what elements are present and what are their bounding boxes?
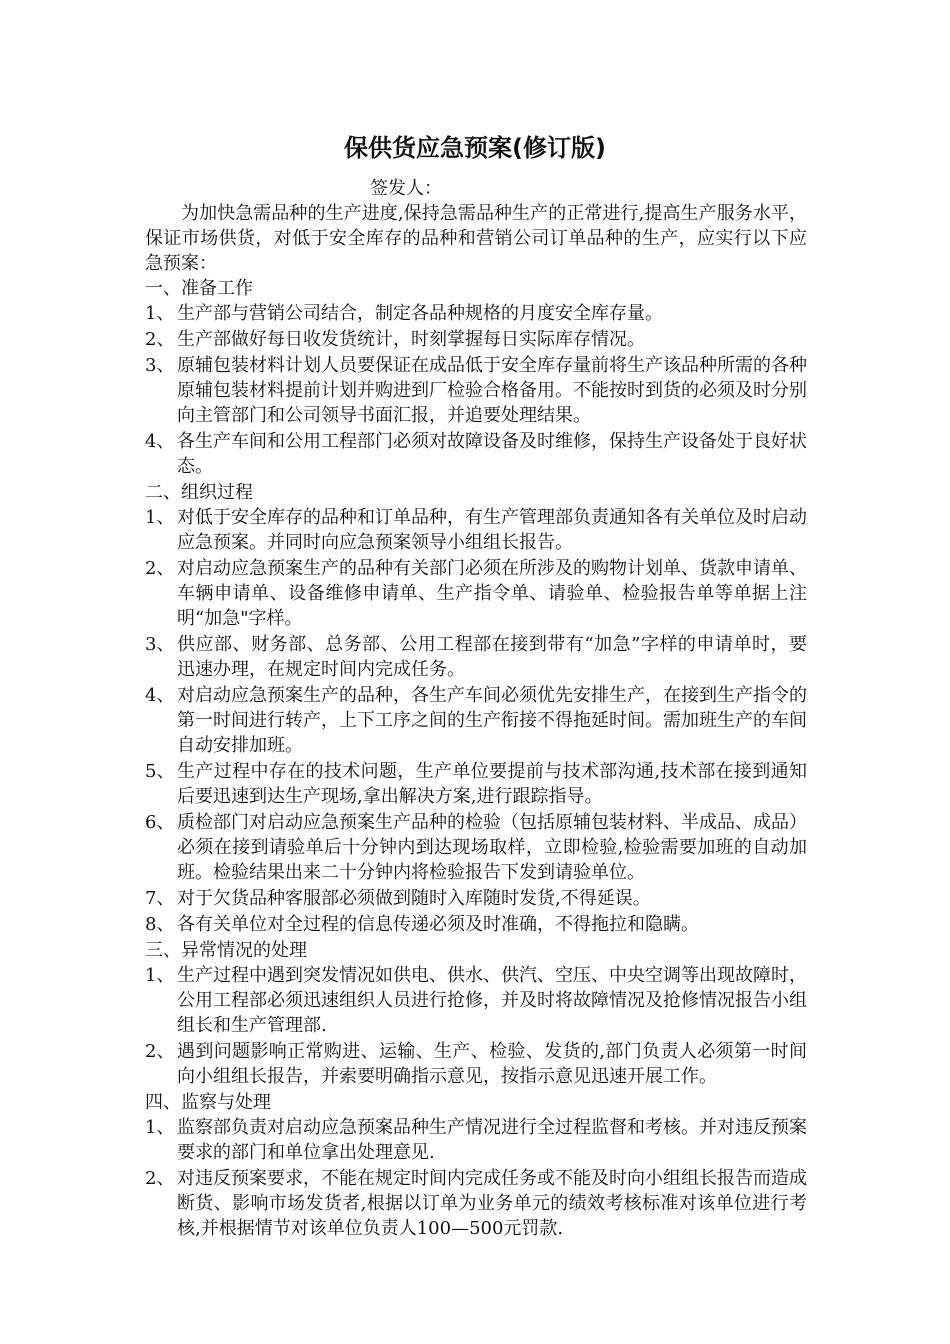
list-item (145, 759, 807, 809)
item-number: 7、 (145, 888, 175, 909)
item-number: 2、 (145, 558, 175, 579)
item-text: 对于欠货品种客服部必须做到随时入库随时发货,不得延误。 (177, 888, 651, 909)
item-number: 2、 (145, 1041, 175, 1062)
item-text: 对启动应急预案生产的品种有关部门必须在所涉及的购物计划单、货款申请单、车辆申请单、设备维修申请单、生产指令单、请验单、检验报告单等单据上注明“加急"字样。 (177, 558, 807, 629)
list-item (145, 683, 807, 758)
intro-paragraph: 为加快急需品种的生产进度,保持急需品种生产的正常进行,提高生产服务水平，保证市场供货，对低于安全库存的品种和营销公司订单品种的生产，应实行以下应急预案： (145, 203, 807, 274)
list-item (145, 912, 807, 937)
document-title: 保供货应急预案(修订版) (344, 134, 606, 162)
item-text: 对启动应急预案生产的品种，各生产车间必须优先安排生产，在接到生产指令的第一时间进行转产，上下工序之间的生产衔接不得拖延时间。需加班生产的车间自动安排加班。 (177, 685, 807, 756)
item-number: 1、 (145, 1117, 175, 1138)
item-text: 原辅包装材料计划人员要保证在成品低于安全库存量前将生产该品种所需的各种原辅包装材料提前计划并购进到厂检验合格备用。不能按时到货的必须及时分别向主管部门和公司领导书面汇报，并追要处理结果。 (177, 355, 807, 426)
section-heading: 三、异常情况的处理 (145, 940, 307, 961)
item-text: 各生产车间和公用工程部门必须对故障设备及时维修，保持生产设备处于良好状态。 (177, 431, 807, 477)
item-text: 对违反预案要求，不能在规定时间内完成任务或不能及时向小组组长报告而造成断货、影响市场发货者,根据以订单为业务单元的绩效考核标准对该单位进行考核,并根据情节对该单位负责人100—500元罚款. (177, 1168, 807, 1239)
list-item (145, 810, 807, 885)
section-heading: 四、监察与处理 (145, 1092, 271, 1113)
item-number: 5、 (145, 761, 175, 782)
list-item (145, 1115, 807, 1165)
list-item (145, 429, 807, 479)
item-number: 4、 (145, 685, 175, 706)
item-number: 1、 (145, 507, 175, 528)
section (145, 1090, 807, 1241)
list-item (145, 505, 807, 555)
section-heading: 二、组织过程 (145, 482, 253, 503)
item-number: 6、 (145, 812, 175, 833)
section (145, 480, 807, 937)
item-text: 供应部、财务部、总务部、公用工程部在接到带有“加急”字样的申请单时，要迅速办理，在规定时间内完成任务。 (177, 634, 807, 680)
item-number: 1、 (145, 303, 175, 324)
item-text: 对低于安全库存的品种和订单品种，有生产管理部负责通知各有关单位及时启动应急预案。并同时向应急预案领导小组组长报告。 (177, 507, 807, 553)
list-item (145, 353, 807, 428)
item-text: 监察部负责对启动应急预案品种生产情况进行全过程监督和考核。并对违反预案要求的部门和单位拿出处理意见. (177, 1117, 807, 1163)
document-body (145, 201, 807, 1242)
item-number: 1、 (145, 965, 175, 986)
signer-label: 签发人： (370, 178, 442, 199)
list-item (145, 556, 807, 631)
list-item (145, 632, 807, 682)
item-text: 生产部做好每日收发货统计，时刻掌握每日实际库存情况。 (177, 329, 645, 350)
item-number: 3、 (145, 355, 175, 376)
list-item (145, 963, 807, 1038)
item-number: 4、 (145, 431, 175, 452)
item-number: 2、 (145, 329, 175, 350)
item-text: 生产部与营销公司结合，制定各品种规格的月度安全库存量。 (177, 303, 663, 324)
section-heading: 一、准备工作 (145, 278, 253, 299)
item-number: 8、 (145, 914, 175, 935)
list-item (145, 327, 807, 352)
section (145, 938, 807, 1089)
item-number: 3、 (145, 634, 175, 655)
item-text: 质检部门对启动应急预案生产品种的检验（包括原辅包装材料、半成品、成品）必须在接到请验单后十分钟内到达现场取样，立即检验,检验需要加班的自动加班。检验结果出来二十分钟内将检验报告下发到请验单位。 (177, 812, 807, 883)
item-number: 2、 (145, 1168, 175, 1189)
item-text: 生产过程中遇到突发情况如供电、供水、供汽、空压、中央空调等出现故障时，公用工程部必须迅速组织人员进行抢修，并及时将故障情况及抢修情况报告小组组长和生产管理部. (177, 965, 807, 1036)
list-item (145, 1166, 807, 1241)
list-item (145, 301, 807, 326)
item-text: 各有关单位对全过程的信息传递必须及时准确，不得拖拉和隐瞒。 (177, 914, 699, 935)
item-text: 生产过程中存在的技术问题，生产单位要提前与技术部沟通,技术部在接到通知后要迅速到达生产现场,拿出解决方案,进行跟踪指导。 (177, 761, 807, 807)
list-item (145, 886, 807, 911)
section (145, 276, 807, 479)
list-item (145, 1039, 807, 1089)
item-text: 遇到问题影响正常购进、运输、生产、检验、发货的,部门负责人必须第一时间向小组组长报告，并索要明确指示意见，按指示意见迅速开展工作。 (177, 1041, 807, 1087)
